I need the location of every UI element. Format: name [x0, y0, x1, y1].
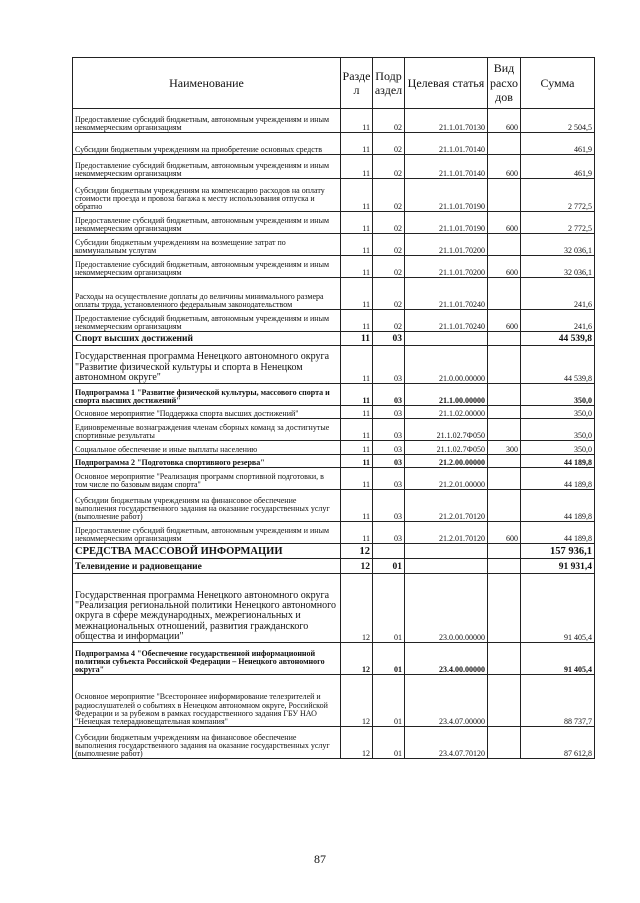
header-target: Целевая статья — [405, 58, 488, 109]
cell-name: Подпрограмма 2 "Подготовка спортивного резерва" — [73, 455, 341, 468]
cell-subsection: 01 — [373, 559, 405, 574]
cell-type — [488, 490, 521, 522]
cell-target — [405, 332, 488, 346]
cell-subsection: 03 — [373, 490, 405, 522]
cell-section: 11 — [341, 384, 373, 406]
cell-type — [488, 406, 521, 419]
cell-name: Единовременные вознаграждения членам сборных команд за достигнутые спортивные результаты — [73, 419, 341, 441]
cell-type: 600 — [488, 155, 521, 179]
cell-sum: 350,0 — [521, 384, 595, 406]
table-row — [73, 441, 595, 455]
cell-type: 600 — [488, 212, 521, 234]
cell-name: Субсидии бюджетным учреждениям на финансовое обеспечение выполнения государственного задания на оказание государственных услуг (выполнение работ) — [73, 727, 341, 759]
cell-subsection: 03 — [373, 346, 405, 384]
cell-section: 12 — [341, 559, 373, 574]
cell-type — [488, 384, 521, 406]
cell-target: 21.1.01.70240 — [405, 310, 488, 332]
cell-target — [405, 559, 488, 574]
cell-subsection: 01 — [373, 574, 405, 643]
cell-sum: 44 189,8 — [521, 490, 595, 522]
cell-name: Подпрограмма 4 "Обеспечение государственной информационной политики субъекта Российской Федерации – Ненецкого автономного округа" — [73, 643, 341, 675]
cell-sum: 350,0 — [521, 406, 595, 419]
budget-table — [72, 57, 595, 759]
cell-name: Основное мероприятие "Всестороннее информирование телезрителей и радиослушателей о событиях в Ненецком автономном округе, Российской Федерации и за рубежом в рамках государственного задания ГБУ НАО "Ненецкая телерадиовещательная компания" — [73, 675, 341, 727]
cell-subsection: 03 — [373, 522, 405, 544]
header-section: Разде л — [341, 58, 373, 109]
cell-name: Основное мероприятие "Реализация программ спортивной подготовки, в том числе по базовым видам спорта" — [73, 468, 341, 490]
cell-section: 11 — [341, 522, 373, 544]
cell-sum: 2 772,5 — [521, 212, 595, 234]
table-row — [73, 179, 595, 212]
cell-name: Предоставление субсидий бюджетным, автономным учреждениям и иным некоммерческим организациям — [73, 155, 341, 179]
cell-section: 11 — [341, 133, 373, 155]
cell-type: 600 — [488, 256, 521, 278]
cell-sum: 44 189,8 — [521, 455, 595, 468]
cell-sum: 241,6 — [521, 278, 595, 310]
cell-type — [488, 559, 521, 574]
cell-sum: 44 189,8 — [521, 468, 595, 490]
cell-type — [488, 455, 521, 468]
cell-sum: 91 405,4 — [521, 643, 595, 675]
cell-subsection: 01 — [373, 675, 405, 727]
cell-name: Государственная программа Ненецкого автономного округа "Реализация региональной политики Ненецкого автономного округа в сфере международных, межрегиональных и межнациональных отношений, развития гражданского общества и информации" — [73, 574, 341, 643]
cell-name: СРЕДСТВА МАССОВОЙ ИНФОРМАЦИИ — [73, 544, 341, 559]
cell-section: 11 — [341, 278, 373, 310]
table-row — [73, 406, 595, 419]
cell-type — [488, 346, 521, 384]
cell-sum: 32 036,1 — [521, 256, 595, 278]
cell-target: 21.1.02.00000 — [405, 406, 488, 419]
cell-subsection: 02 — [373, 179, 405, 212]
table-row — [73, 468, 595, 490]
cell-target: 21.1.01.70140 — [405, 133, 488, 155]
cell-subsection: 02 — [373, 212, 405, 234]
header-sum: Сумма — [521, 58, 595, 109]
table-row — [73, 212, 595, 234]
cell-name: Основное мероприятие "Поддержка спорта высших достижений" — [73, 406, 341, 419]
cell-sum: 350,0 — [521, 419, 595, 441]
cell-sum: 32 036,1 — [521, 234, 595, 256]
cell-subsection: 02 — [373, 278, 405, 310]
cell-target: 23.4.07.00000 — [405, 675, 488, 727]
cell-sum: 2 504,5 — [521, 109, 595, 133]
cell-name: Субсидии бюджетным учреждениям на компенсацию расходов на оплату стоимости проезда и провоза багажа к месту использования отпуска и обратно — [73, 179, 341, 212]
cell-sum: 87 612,8 — [521, 727, 595, 759]
cell-type — [488, 468, 521, 490]
table-row — [73, 455, 595, 468]
cell-subsection: 03 — [373, 455, 405, 468]
cell-subsection: 02 — [373, 256, 405, 278]
cell-section: 12 — [341, 727, 373, 759]
cell-sum: 241,6 — [521, 310, 595, 332]
cell-target: 21.1.01.70190 — [405, 179, 488, 212]
cell-type — [488, 643, 521, 675]
cell-section: 11 — [341, 234, 373, 256]
cell-target: 21.2.01.00000 — [405, 468, 488, 490]
cell-section: 12 — [341, 574, 373, 643]
table-row — [73, 234, 595, 256]
cell-type — [488, 332, 521, 346]
cell-sum: 91 405,4 — [521, 574, 595, 643]
cell-target: 21.0.00.00000 — [405, 346, 488, 384]
page-number: 87 — [314, 852, 326, 866]
cell-name: Предоставление субсидий бюджетным, автономным учреждениям и иным некоммерческим организациям — [73, 212, 341, 234]
cell-target: 21.1.01.70190 — [405, 212, 488, 234]
cell-subsection: 03 — [373, 384, 405, 406]
table-row — [73, 643, 595, 675]
cell-subsection: 01 — [373, 643, 405, 675]
cell-name: Спорт высших достижений — [73, 332, 341, 346]
table-row — [73, 155, 595, 179]
cell-subsection — [373, 544, 405, 559]
cell-type: 600 — [488, 522, 521, 544]
table-row — [73, 675, 595, 727]
cell-target: 21.1.01.70200 — [405, 256, 488, 278]
cell-section: 11 — [341, 468, 373, 490]
cell-target: 21.2.01.70120 — [405, 522, 488, 544]
cell-section: 11 — [341, 256, 373, 278]
cell-section: 11 — [341, 419, 373, 441]
cell-section: 12 — [341, 675, 373, 727]
table-row — [73, 522, 595, 544]
cell-name: Социальное обеспечение и иные выплаты населению — [73, 441, 341, 455]
table-body — [73, 109, 595, 759]
table-row — [73, 727, 595, 759]
cell-target: 23.4.00.00000 — [405, 643, 488, 675]
cell-target: 23.4.07.70120 — [405, 727, 488, 759]
cell-name: Субсидии бюджетным учреждениям на возмещение затрат по коммунальным услугам — [73, 234, 341, 256]
table-row — [73, 332, 595, 346]
cell-type — [488, 544, 521, 559]
cell-section: 11 — [341, 490, 373, 522]
table-row — [73, 310, 595, 332]
cell-target: 21.1.01.70130 — [405, 109, 488, 133]
cell-name: Предоставление субсидий бюджетным, автономным учреждениям и иным некоммерческим организациям — [73, 310, 341, 332]
cell-section: 11 — [341, 179, 373, 212]
cell-target: 21.1.02.7Ф050 — [405, 419, 488, 441]
table-row — [73, 278, 595, 310]
cell-type: 600 — [488, 310, 521, 332]
cell-subsection: 03 — [373, 468, 405, 490]
table-row — [73, 109, 595, 133]
cell-subsection: 03 — [373, 419, 405, 441]
cell-type — [488, 574, 521, 643]
cell-subsection: 02 — [373, 310, 405, 332]
cell-type — [488, 727, 521, 759]
cell-sum: 2 772,5 — [521, 179, 595, 212]
cell-name: Субсидии бюджетным учреждениям на финансовое обеспечение выполнения государственного задания на оказание государственных услуг (выполнение работ) — [73, 490, 341, 522]
cell-name: Расходы на осуществление доплаты до величины минимального размера оплаты труда, установленного федеральным законодательством — [73, 278, 341, 310]
cell-target: 21.1.00.00000 — [405, 384, 488, 406]
cell-sum: 88 737,7 — [521, 675, 595, 727]
table-row — [73, 544, 595, 559]
cell-section: 11 — [341, 441, 373, 455]
header-row — [73, 58, 595, 109]
cell-sum: 461,9 — [521, 133, 595, 155]
cell-sum: 91 931,4 — [521, 559, 595, 574]
cell-type: 300 — [488, 441, 521, 455]
cell-subsection: 02 — [373, 133, 405, 155]
cell-name: Субсидии бюджетным учреждениям на приобретение основных средств — [73, 133, 341, 155]
cell-name: Предоставление субсидий бюджетным, автономным учреждениям и иным некоммерческим организациям — [73, 256, 341, 278]
cell-target: 23.0.00.00000 — [405, 574, 488, 643]
cell-type — [488, 419, 521, 441]
cell-type — [488, 234, 521, 256]
cell-section: 11 — [341, 310, 373, 332]
cell-type — [488, 278, 521, 310]
cell-name: Предоставление субсидий бюджетным, автономным учреждениям и иным некоммерческим организациям — [73, 522, 341, 544]
cell-target — [405, 544, 488, 559]
cell-type — [488, 675, 521, 727]
cell-sum: 350,0 — [521, 441, 595, 455]
cell-name: Подпрограмма 1 "Развитие физической культуры, массового спорта и спорта высших достижений" — [73, 384, 341, 406]
cell-type — [488, 179, 521, 212]
cell-sum: 44 539,8 — [521, 332, 595, 346]
cell-subsection: 03 — [373, 332, 405, 346]
cell-subsection: 02 — [373, 155, 405, 179]
cell-subsection: 02 — [373, 234, 405, 256]
cell-section: 12 — [341, 544, 373, 559]
cell-section: 11 — [341, 332, 373, 346]
header-subsection: Подр аздел — [373, 58, 405, 109]
table-row — [73, 559, 595, 574]
table-row — [73, 419, 595, 441]
cell-section: 11 — [341, 109, 373, 133]
cell-target: 21.1.02.7Ф050 — [405, 441, 488, 455]
cell-target: 21.1.01.70200 — [405, 234, 488, 256]
table-row — [73, 574, 595, 643]
cell-section: 12 — [341, 643, 373, 675]
header-name: Наименование — [73, 58, 341, 109]
cell-section: 11 — [341, 346, 373, 384]
cell-target: 21.2.00.00000 — [405, 455, 488, 468]
cell-sum: 44 189,8 — [521, 522, 595, 544]
cell-type — [488, 133, 521, 155]
cell-section: 11 — [341, 406, 373, 419]
cell-sum: 44 539,8 — [521, 346, 595, 384]
cell-section: 11 — [341, 155, 373, 179]
cell-name: Государственная программа Ненецкого автономного округа "Развитие физической культуры и спорта в Ненецком автономном округе" — [73, 346, 341, 384]
table-row — [73, 133, 595, 155]
cell-type: 600 — [488, 109, 521, 133]
cell-target: 21.2.01.70120 — [405, 490, 488, 522]
cell-sum: 157 936,1 — [521, 544, 595, 559]
cell-subsection: 03 — [373, 441, 405, 455]
cell-subsection: 03 — [373, 406, 405, 419]
table-row — [73, 256, 595, 278]
cell-target: 21.1.01.70140 — [405, 155, 488, 179]
table-row — [73, 346, 595, 384]
cell-sum: 461,9 — [521, 155, 595, 179]
cell-subsection: 01 — [373, 727, 405, 759]
table-row — [73, 384, 595, 406]
table-row — [73, 490, 595, 522]
cell-name: Предоставление субсидий бюджетным, автономным учреждениям и иным некоммерческим организациям — [73, 109, 341, 133]
header-type: Вид расхо дов — [488, 58, 521, 109]
cell-name: Телевидение и радиовещание — [73, 559, 341, 574]
cell-section: 11 — [341, 455, 373, 468]
cell-target: 21.1.01.70240 — [405, 278, 488, 310]
cell-section: 11 — [341, 212, 373, 234]
cell-subsection: 02 — [373, 109, 405, 133]
